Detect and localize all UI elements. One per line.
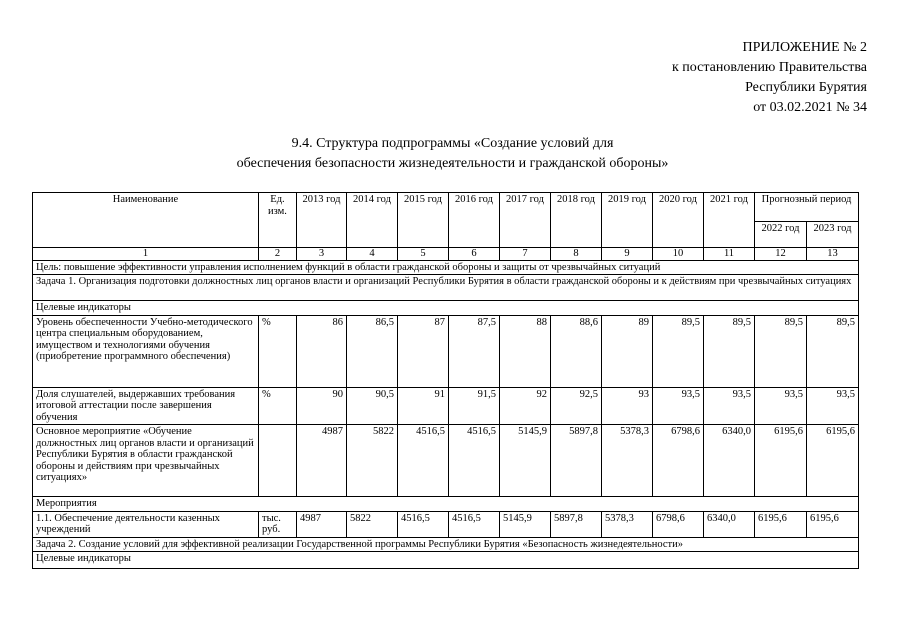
row-value: 93,5 (807, 387, 859, 425)
row-unit (259, 425, 297, 497)
header-name: Наименование (33, 193, 259, 248)
column-index: 8 (551, 248, 602, 261)
header-year: 2013 год (297, 193, 347, 248)
table-header-row (33, 193, 859, 222)
column-index: 11 (704, 248, 755, 261)
column-index: 9 (602, 248, 653, 261)
row-value: 89,5 (807, 315, 859, 387)
row-unit: тыс. руб. (259, 511, 297, 537)
header-year: 2016 год (449, 193, 500, 248)
column-index: 4 (347, 248, 398, 261)
header-year: 2018 год (551, 193, 602, 248)
document-title-line-1: 9.4. Структура подпрограммы «Создание условий для (291, 136, 614, 151)
table-row (33, 387, 859, 425)
column-index-row (33, 248, 859, 261)
task-2-text: Задача 2. Создание условий для эффективной реализации Государственной программы Республики Бурятия «Безопасность жизнедеятельности» (33, 537, 859, 552)
row-value: 86 (297, 315, 347, 387)
row-value: 92,5 (551, 387, 602, 425)
row-value: 6195,6 (755, 425, 807, 497)
appendix-republic: Республики Бурятия (745, 80, 867, 95)
column-index: 13 (807, 248, 859, 261)
row-name: Уровень обеспеченности Учебно-методического центра специальным оборудованием, имуществом и технологиями обучения (приобретение программного обеспечения) (33, 315, 259, 387)
row-value: 5822 (347, 425, 398, 497)
row-value: 4987 (297, 511, 347, 537)
column-index: 2 (259, 248, 297, 261)
activities-label-row (33, 497, 859, 512)
column-index: 1 (33, 248, 259, 261)
row-value: 93,5 (653, 387, 704, 425)
row-value: 6340,0 (704, 425, 755, 497)
row-value: 6195,6 (807, 425, 859, 497)
row-value: 89,5 (704, 315, 755, 387)
row-value: 90,5 (347, 387, 398, 425)
row-value: 88,6 (551, 315, 602, 387)
row-value: 5378,3 (602, 511, 653, 537)
column-index: 7 (500, 248, 551, 261)
indicators-label: Целевые индикаторы (33, 301, 859, 316)
row-value: 88 (500, 315, 551, 387)
row-name: 1.1. Обеспечение деятельности казенных учреждений (33, 511, 259, 537)
row-name: Доля слушателей, выдержавших требования итоговой аттестации после завершения обучения (33, 387, 259, 425)
row-value: 4987 (297, 425, 347, 497)
appendix-number: ПРИЛОЖЕНИЕ № 2 (742, 40, 867, 55)
column-index: 12 (755, 248, 807, 261)
appendix-date: от 03.02.2021 № 34 (753, 100, 867, 115)
row-name: Основное мероприятие «Обучение должностных лиц органов власти и организаций Республики Бурятия в области гражданской обороны и действиям при чрезвычайных ситуациях» (33, 425, 259, 497)
row-value: 89,5 (755, 315, 807, 387)
header-unit: Ед. изм. (259, 193, 297, 248)
row-value: 86,5 (347, 315, 398, 387)
header-year: 2017 год (500, 193, 551, 248)
row-value: 91 (398, 387, 449, 425)
document-title-line-2: обеспечения безопасности жизнедеятельности и гражданской обороны» (236, 156, 669, 171)
table-row (33, 315, 859, 387)
row-value: 4516,5 (398, 511, 449, 537)
indicators-label-row (33, 301, 859, 316)
row-value: 4516,5 (398, 425, 449, 497)
column-index: 3 (297, 248, 347, 261)
row-value: 5145,9 (500, 425, 551, 497)
header-forecast-year: 2023 год (807, 222, 859, 248)
activities-label: Мероприятия (33, 497, 859, 512)
row-value: 5897,8 (551, 425, 602, 497)
appendix-reference: к постановлению Правительства (671, 60, 867, 75)
subprogram-structure-table (32, 192, 859, 569)
row-value: 5145,9 (500, 511, 551, 537)
row-value: 4516,5 (449, 511, 500, 537)
column-index: 10 (653, 248, 704, 261)
row-value: 6195,6 (807, 511, 859, 537)
row-value: 89,5 (653, 315, 704, 387)
indicators-label-row-2 (33, 552, 859, 569)
row-value: 6195,6 (755, 511, 807, 537)
header-year: 2014 год (347, 193, 398, 248)
appendix-header (467, 38, 867, 118)
row-value: 87 (398, 315, 449, 387)
goal-row (33, 260, 859, 275)
row-unit: % (259, 387, 297, 425)
row-value: 92 (500, 387, 551, 425)
task-2-row (33, 537, 859, 552)
row-value: 90 (297, 387, 347, 425)
header-year: 2020 год (653, 193, 704, 248)
row-value: 6340,0 (704, 511, 755, 537)
row-value: 91,5 (449, 387, 500, 425)
row-value: 5378,3 (602, 425, 653, 497)
header-forecast-year: 2022 год (755, 222, 807, 248)
row-value: 87,5 (449, 315, 500, 387)
row-value: 5897,8 (551, 511, 602, 537)
row-value: 89 (602, 315, 653, 387)
row-value: 4516,5 (449, 425, 500, 497)
header-year: 2021 год (704, 193, 755, 248)
header-year: 2015 год (398, 193, 449, 248)
indicators-label-2: Целевые индикаторы (33, 552, 859, 569)
goal-text: Цель: повышение эффективности управления исполнением функций в области гражданской обороны и защиты от чрезвычайных ситуаций (33, 260, 859, 275)
column-index: 6 (449, 248, 500, 261)
row-value: 93,5 (755, 387, 807, 425)
row-value: 93 (602, 387, 653, 425)
row-value: 93,5 (704, 387, 755, 425)
column-index: 5 (398, 248, 449, 261)
row-value: 5822 (347, 511, 398, 537)
row-value: 6798,6 (653, 425, 704, 497)
row-unit: % (259, 315, 297, 387)
row-value: 6798,6 (653, 511, 704, 537)
task-1-text: Задача 1. Организация подготовки должностных лиц органов власти и организаций Республики Бурятия в области гражданской обороны и к действиям при чрезвычайных ситуациях (33, 275, 859, 301)
header-year: 2019 год (602, 193, 653, 248)
table-row (33, 425, 859, 497)
document-title (0, 134, 905, 174)
header-forecast: Прогнозный период (755, 193, 859, 222)
task-1-row (33, 275, 859, 301)
table-row (33, 511, 859, 537)
